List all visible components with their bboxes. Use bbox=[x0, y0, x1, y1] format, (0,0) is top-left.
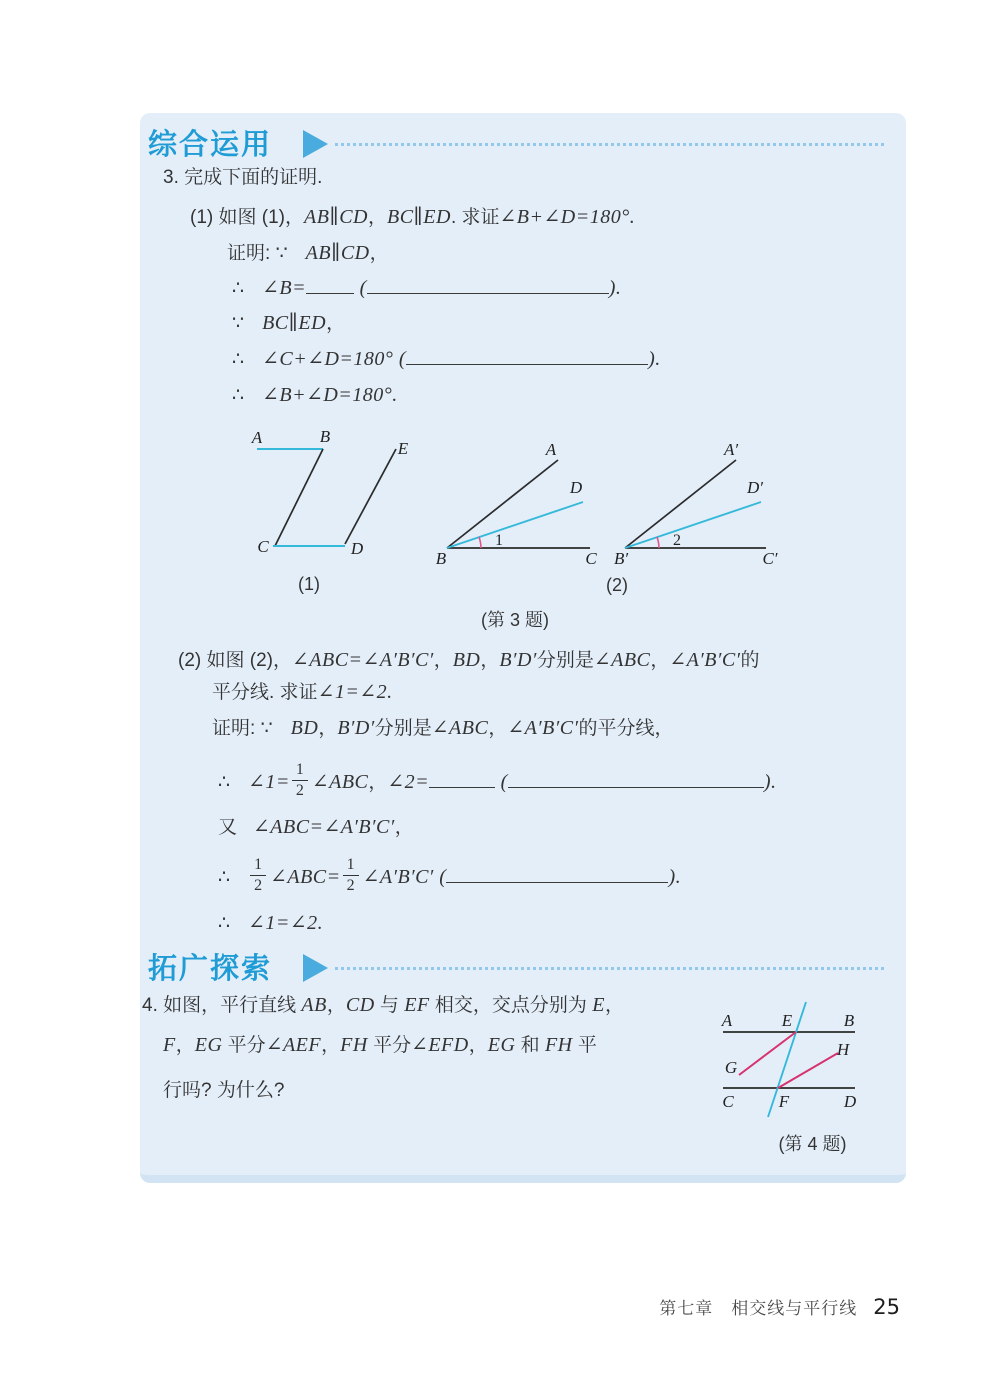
proof-line bbox=[218, 759, 777, 806]
figure-4-caption: (第 4 题) bbox=[778, 1134, 847, 1154]
text-segment: BD bbox=[290, 717, 319, 739]
proof-line bbox=[227, 238, 389, 269]
figure-1-caption: (1) bbox=[298, 574, 320, 594]
angle-1-label: 1 bbox=[495, 532, 503, 549]
text-segment: ∠EFD bbox=[411, 1034, 469, 1056]
segment-BC bbox=[275, 449, 323, 546]
text-segment: BC∥ED bbox=[262, 312, 327, 334]
text-segment: ∠2= bbox=[387, 771, 430, 793]
text-segment: F bbox=[163, 1034, 176, 1056]
text-segment: ∠ABC bbox=[431, 717, 489, 739]
text-segment: B′D′ bbox=[337, 717, 375, 739]
text-segment: 的 bbox=[740, 650, 760, 671]
text-segment: 相交，交点分别为 bbox=[429, 995, 593, 1016]
point-label-A: A bbox=[545, 440, 557, 459]
text-segment: ( bbox=[433, 866, 447, 888]
point-label-E: E bbox=[781, 1011, 793, 1030]
point-label-B: B bbox=[843, 1011, 855, 1030]
text-segment: ， bbox=[175, 1035, 195, 1056]
point-label-H: H bbox=[836, 1040, 850, 1059]
text-segment: E bbox=[592, 994, 605, 1016]
point-label-A-prime: A′ bbox=[723, 440, 739, 459]
text-segment: 又 bbox=[218, 817, 238, 838]
text-segment: ， bbox=[367, 207, 387, 228]
problem3-part1-statement bbox=[190, 202, 635, 233]
text-segment: 分别是 bbox=[536, 650, 594, 671]
text-segment: ， bbox=[650, 650, 670, 671]
fill-in-blank bbox=[406, 362, 648, 365]
fill-in-blank bbox=[429, 785, 495, 788]
text-segment: ∴ bbox=[232, 384, 245, 406]
text-segment: EF bbox=[404, 994, 430, 1016]
text-segment: EG bbox=[487, 1034, 516, 1056]
text-segment: ， bbox=[433, 650, 453, 671]
point-label-D-prime: D′ bbox=[747, 478, 763, 497]
section-arrow-icon bbox=[303, 130, 328, 158]
ray-EG bbox=[739, 1032, 796, 1075]
problem4-text bbox=[163, 1076, 284, 1106]
text-segment: BD bbox=[452, 649, 481, 671]
angle-2-arc bbox=[657, 537, 659, 548]
text-segment: ∵ bbox=[232, 312, 245, 334]
figure-3-group-caption: (第 3 题) bbox=[480, 610, 549, 630]
text-segment: EG bbox=[194, 1034, 223, 1056]
point-label-E: E bbox=[397, 439, 409, 458]
text-segment: BC∥ED bbox=[387, 206, 451, 228]
text-segment: CD bbox=[345, 994, 375, 1016]
text-segment: ). bbox=[608, 277, 622, 299]
text-segment: (1) 如图 (1)， bbox=[190, 207, 305, 228]
point-label-G: G bbox=[724, 1058, 738, 1077]
text-segment: ， bbox=[369, 243, 389, 264]
text-segment: 行吗? 为什么? bbox=[163, 1080, 285, 1101]
point-label-C: C bbox=[257, 537, 269, 556]
point-label-C: C bbox=[585, 549, 597, 568]
angle-1-arc bbox=[479, 537, 481, 548]
figure-2-diagram bbox=[435, 441, 795, 625]
point-label-B-prime: B′ bbox=[613, 549, 629, 568]
text-segment: ∴ bbox=[218, 912, 231, 934]
text-segment: ∠ABC=∠A′B′C′ bbox=[292, 649, 434, 671]
text-segment: ∵ bbox=[275, 242, 288, 264]
point-label-D: D bbox=[350, 539, 364, 558]
text-segment: AB∥CD bbox=[305, 242, 370, 264]
text-segment: ， bbox=[326, 313, 346, 334]
text-segment: ∠ABC bbox=[311, 771, 369, 793]
fraction: $\frac{1}{2}$ bbox=[343, 857, 359, 896]
problem3-part2-statement bbox=[178, 645, 760, 676]
problem4-text bbox=[163, 1030, 597, 1061]
point-label-B: B bbox=[319, 427, 331, 446]
proof-line bbox=[218, 908, 323, 939]
fill-in-blank bbox=[446, 880, 668, 883]
text-segment: ， bbox=[318, 718, 338, 739]
text-segment: ∴ bbox=[232, 277, 245, 299]
point-label-D: D bbox=[569, 478, 583, 497]
text-segment: ∠AEF bbox=[265, 1034, 322, 1056]
fraction: $\frac{1}{2}$ bbox=[292, 762, 308, 801]
text-segment: ∴ bbox=[218, 866, 231, 888]
text-segment: ， bbox=[604, 995, 624, 1016]
text-segment: 平 bbox=[572, 1035, 597, 1056]
dotted-leader bbox=[335, 143, 884, 146]
problem3-part2-statement bbox=[212, 677, 393, 708]
text-segment: ∠A′B′C′ bbox=[669, 649, 741, 671]
text-segment: ). bbox=[763, 771, 777, 793]
text-segment: ∠1=∠2. bbox=[317, 681, 393, 703]
proof-line bbox=[232, 308, 345, 339]
text-segment: ， bbox=[368, 772, 388, 793]
text-segment: ∠1= bbox=[248, 771, 290, 793]
fill-in-blank bbox=[367, 291, 609, 294]
text-segment: ， bbox=[394, 817, 414, 838]
text-segment: ∠B+∠D=180°. bbox=[499, 206, 636, 228]
point-label-C: C bbox=[722, 1092, 734, 1111]
text-segment: ∠A′B′C′ bbox=[507, 717, 579, 739]
proof-line bbox=[232, 344, 661, 375]
figure-1-diagram bbox=[235, 426, 420, 604]
page-footer bbox=[540, 1294, 900, 1319]
text-segment: 平分 bbox=[222, 1035, 266, 1056]
section-title-comprehensive: 综合运用 bbox=[148, 129, 273, 161]
section-title-exploration: 拓广探索 bbox=[148, 953, 273, 985]
point-label-F: F bbox=[778, 1092, 790, 1111]
text-segment: ∠B+∠D=180°. bbox=[262, 384, 398, 406]
text-segment: 证明: bbox=[227, 243, 276, 264]
text-segment: 的平分线， bbox=[578, 718, 674, 739]
proof-line bbox=[218, 812, 414, 843]
ray-BD bbox=[447, 502, 583, 548]
text-segment: 平分 bbox=[367, 1035, 412, 1056]
fraction: $\frac{1}{2}$ bbox=[250, 857, 266, 896]
text-segment: 3. 完成下面的证明. bbox=[163, 167, 323, 188]
text-segment: ， bbox=[321, 1035, 341, 1056]
text-segment: ， bbox=[480, 650, 500, 671]
proof-line bbox=[232, 380, 398, 411]
angle-2-label: 2 bbox=[673, 532, 681, 549]
text-segment: ∠ABC=∠A′B′C′ bbox=[253, 816, 395, 838]
text-segment: ). bbox=[648, 348, 661, 370]
text-segment: (2) 如图 (2)， bbox=[178, 650, 293, 671]
problem3-intro bbox=[163, 163, 322, 193]
point-label-A: A bbox=[251, 428, 263, 447]
text-segment: ∠ABC= bbox=[270, 866, 341, 888]
text-segment: 和 bbox=[515, 1035, 545, 1056]
text-segment: ). bbox=[668, 866, 682, 888]
text-segment: ∠1=∠2. bbox=[248, 912, 324, 934]
ray-B2D2 bbox=[625, 502, 761, 548]
text-segment: 证明: bbox=[212, 718, 261, 739]
text-segment: ( bbox=[393, 348, 407, 370]
text-segment: ( bbox=[495, 771, 508, 793]
text-segment: . 求证 bbox=[450, 207, 500, 228]
text-segment: ∠A′B′C′ bbox=[362, 866, 434, 888]
text-segment: ∵ bbox=[260, 717, 273, 739]
text-segment: 平分线. 求证 bbox=[212, 682, 318, 703]
point-label-D: D bbox=[843, 1092, 857, 1111]
text-segment: 分别是 bbox=[374, 718, 432, 739]
point-label-B: B bbox=[435, 549, 447, 568]
text-segment: 4. 如图，平行直线 bbox=[142, 995, 302, 1016]
figure-2-caption: (2) bbox=[606, 575, 628, 595]
text-segment: ， bbox=[488, 718, 508, 739]
text-segment: ∠ABC bbox=[593, 649, 651, 671]
text-segment: AB bbox=[301, 994, 327, 1016]
text-segment: ∴ bbox=[218, 771, 231, 793]
section-arrow-icon bbox=[303, 954, 328, 982]
text-segment: FH bbox=[544, 1034, 573, 1056]
proof-line bbox=[218, 854, 681, 901]
point-label-C-prime: C′ bbox=[762, 549, 778, 568]
text-segment: ∠C+∠D=180° bbox=[262, 348, 394, 370]
segment-DE bbox=[345, 449, 396, 544]
text-segment: ， bbox=[468, 1035, 488, 1056]
chapter-title: 第七章 相交线与平行线 bbox=[659, 1299, 858, 1318]
fill-in-blank bbox=[508, 785, 764, 788]
text-segment: ∠B= bbox=[262, 277, 307, 299]
page-number: 25 bbox=[873, 1295, 900, 1319]
text-segment: AB∥CD bbox=[304, 206, 368, 228]
proof-line bbox=[232, 273, 621, 304]
text-segment: ∴ bbox=[232, 348, 245, 370]
dotted-leader bbox=[335, 967, 884, 970]
text-segment: B′D′ bbox=[499, 649, 537, 671]
fill-in-blank bbox=[306, 291, 354, 294]
point-label-A: A bbox=[721, 1011, 733, 1030]
text-segment: FH bbox=[340, 1034, 368, 1056]
text-segment: ( bbox=[354, 277, 367, 299]
proof-line bbox=[212, 713, 674, 744]
text-segment: 与 bbox=[374, 995, 405, 1016]
problem4-text bbox=[142, 990, 624, 1021]
text-segment: ， bbox=[326, 995, 346, 1016]
figure-4-diagram bbox=[715, 995, 910, 1145]
